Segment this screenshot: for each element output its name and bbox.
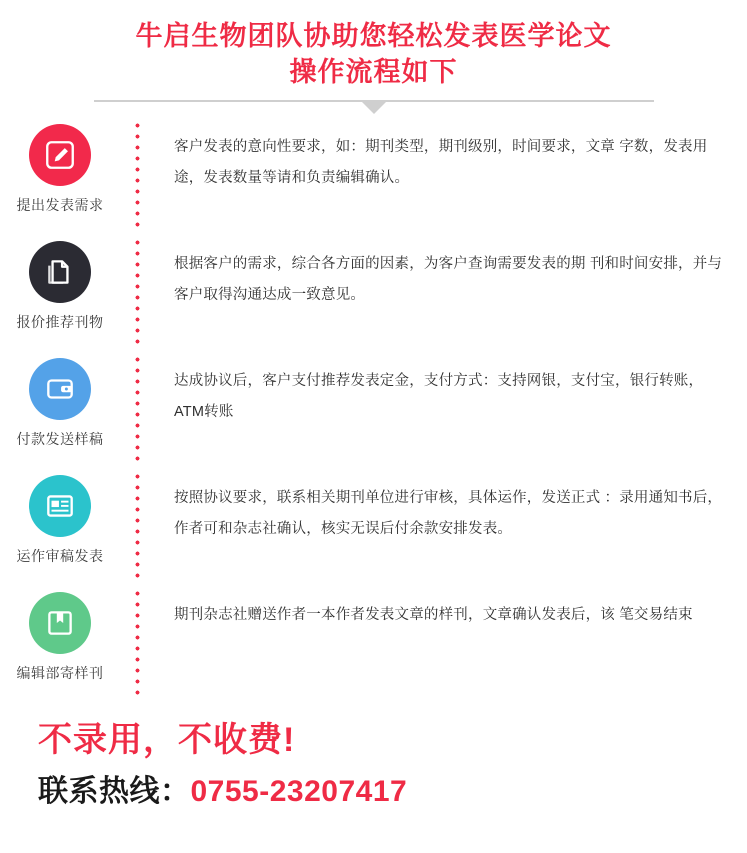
list-item <box>0 469 747 586</box>
down-arrow-icon <box>361 101 387 114</box>
step-icon-badge <box>29 475 91 537</box>
hotline-number: 0755-23207417 <box>190 775 408 808</box>
step-icon-column <box>0 118 120 215</box>
step-icon-badge <box>29 124 91 186</box>
pencil-edit-icon <box>43 138 77 172</box>
step-label: 提出发表需求 <box>16 197 104 213</box>
step-icon-badge <box>29 592 91 654</box>
newspaper-icon <box>43 489 77 523</box>
page-footer <box>0 703 747 813</box>
step-icon-column <box>0 352 120 449</box>
footer-slogan: 不录用，不收费! <box>38 721 296 759</box>
step-description: 客户发表的意向性要求，如：期刊类型，期刊级别，时间要求，文章 字数，发表用途，发表数量等请和负责编辑确认。 <box>174 139 708 186</box>
dotted-connector <box>120 352 154 466</box>
dotted-connector <box>120 469 154 583</box>
step-icon-column <box>0 235 120 332</box>
list-item <box>0 118 747 235</box>
dotted-connector <box>120 118 154 232</box>
step-icon-badge <box>29 358 91 420</box>
step-description: 达成协议后，客户支付推荐发表定金，支付方式：支持网银，支付宝，银行转账，ATM转账 <box>174 373 704 420</box>
header-title-line2: 操作流程如下 <box>289 57 458 87</box>
footer-hotline <box>38 771 747 813</box>
step-label: 付款发送样稿 <box>16 431 104 447</box>
dotted-connector <box>120 586 154 700</box>
header-title-line1: 牛启生物团队协助您轻松发表医学论文 <box>135 21 612 51</box>
page-header <box>0 0 747 102</box>
step-label: 运作审稿发表 <box>16 548 104 564</box>
list-item <box>0 235 747 352</box>
dotted-connector <box>120 235 154 349</box>
wallet-icon <box>43 372 77 406</box>
list-item <box>0 586 747 703</box>
step-icon-badge <box>29 241 91 303</box>
step-description: 根据客户的需求，综合各方面的因素，为客户查询需要发表的期 刊和时间安排，并与客户取得沟通达成一致意见。 <box>174 256 723 303</box>
step-description: 期刊杂志社赠送作者一本作者发表文章的样刊，文章确认发表后，该 笔交易结束 <box>174 607 693 623</box>
list-item <box>0 352 747 469</box>
step-description: 按照协议要求，联系相关期刊单位进行审核，具体运作，发送正式 ：录用通知书后，作者可和杂志社确认，核实无误后付余款安排发表。 <box>174 490 723 537</box>
documents-icon <box>43 255 77 289</box>
step-label: 编辑部寄样刊 <box>16 665 104 681</box>
book-icon <box>43 606 77 640</box>
step-label: 报价推荐刊物 <box>16 314 104 330</box>
step-icon-column <box>0 469 120 566</box>
step-icon-column <box>0 586 120 683</box>
header-divider <box>94 100 654 102</box>
steps-list <box>0 118 747 703</box>
hotline-label: 联系热线： <box>38 775 191 808</box>
